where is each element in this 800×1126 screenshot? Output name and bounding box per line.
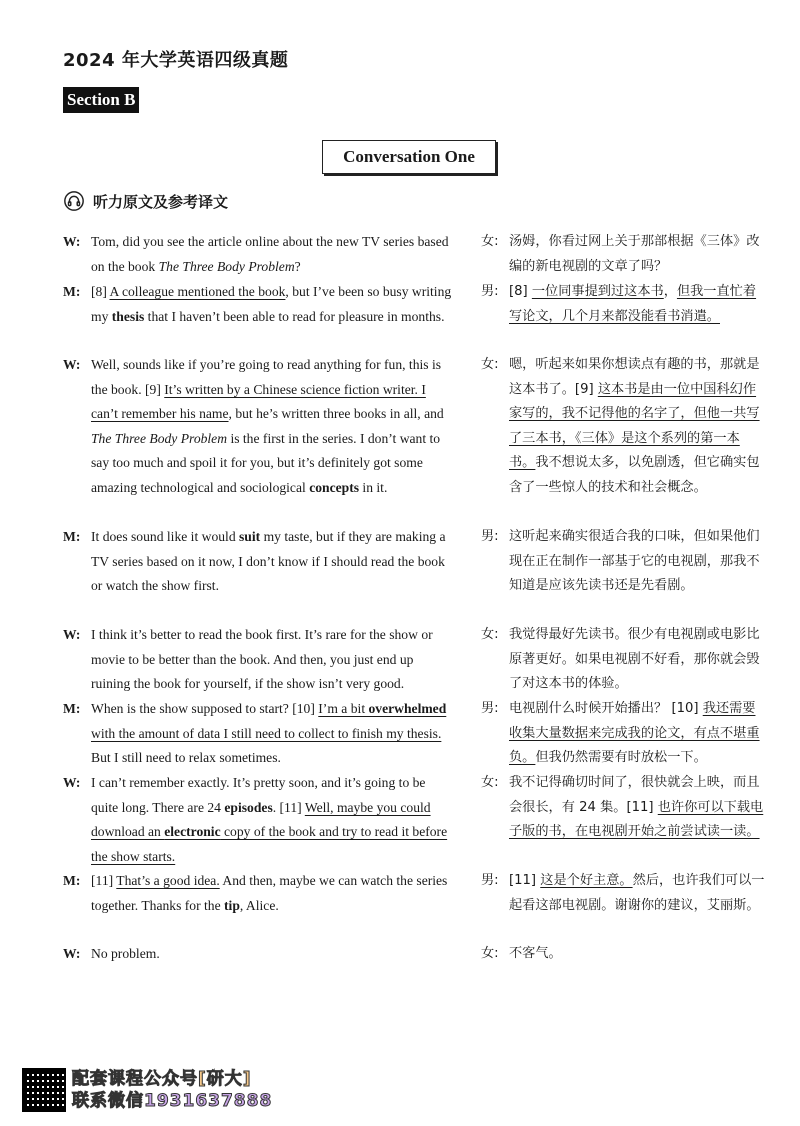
text-segment: But I still need to relax sometimes.: [91, 750, 281, 765]
text-segment: 但我一直忙着写论文，几个月来都没能看书消遣。: [509, 284, 757, 324]
speaker-label: 男:: [481, 701, 499, 716]
text-segment: , Alice.: [239, 897, 279, 913]
text-segment: And then, maybe we can watch the series together. Thanks for the: [91, 873, 448, 913]
speaker-label: 女:: [481, 775, 499, 790]
speaker-label: 女:: [481, 357, 499, 372]
text-segment: A colleague mentioned the book: [109, 284, 286, 299]
text-segment: 电视剧什么时候开始播出？ [10]: [509, 701, 703, 716]
promo-footer: [22, 1068, 272, 1112]
text-segment: episodes: [224, 799, 273, 815]
speaker-label: 女:: [481, 234, 499, 249]
english-line: [63, 869, 455, 918]
chinese-translation: [481, 771, 766, 845]
text-segment: 但我仍然需要有时放松一下。: [535, 750, 707, 765]
utterance-text: [91, 771, 453, 869]
chinese-translation: [481, 942, 766, 967]
text-segment: . [11]: [272, 799, 305, 815]
english-line: [63, 697, 455, 771]
utterance-text: [509, 353, 766, 500]
speaker-label: W:: [63, 234, 81, 249]
utterance-text: [509, 771, 766, 845]
utterance-text: [91, 280, 453, 329]
text-segment: [11]: [91, 873, 117, 888]
chinese-translation: [481, 230, 766, 279]
text-segment: ?: [294, 258, 301, 274]
english-line: [63, 525, 455, 599]
text-segment: 我觉得最好先读书。很少有电视剧或电影比原著更好。如果电视剧不好看，那你就会毁了对这本书的体验。: [509, 627, 760, 691]
speaker-label: W:: [63, 946, 81, 961]
text-segment: 汤姆，你看过网上关于那部根据《三体》改编的新电视剧的文章了吗？: [509, 234, 760, 274]
text-segment: [11]: [509, 873, 541, 888]
speaker-label: M:: [63, 284, 81, 299]
promo-line-2: 联系微信1931637888: [72, 1091, 273, 1111]
text-segment: [8]: [509, 284, 532, 299]
text-segment: Well, sounds like if you’re going to read anything for fun, this is the book. [9]: [91, 357, 442, 397]
conversation-title: Conversation One: [322, 140, 496, 174]
speaker-label: 男:: [481, 284, 499, 299]
english-line: [63, 230, 455, 279]
chinese-translation: [481, 697, 766, 771]
chinese-translation: [481, 525, 766, 599]
section-label: Section B: [63, 87, 139, 113]
text-segment: , but he’s written three books in all, and: [228, 406, 444, 421]
utterance-text: [509, 697, 766, 771]
text-segment: That’s a good idea.: [116, 873, 220, 888]
text-segment: I can’t remember exactly. It’s pretty soon, and it’s going to be quite long. There are 24: [91, 775, 426, 815]
text-segment: 也许你可以下载电子版的书，在电视剧开始之前尝试读一读。: [509, 799, 764, 839]
text-segment: 我不想说太多，以免剧透，但它确实包含了一些惊人的技术和社会概念。: [509, 455, 760, 495]
english-line: [63, 353, 455, 500]
text-segment: 嗯，听起来如果你想读点有趣的书，那就是这本书了。[9]: [509, 357, 760, 397]
text-segment: suit: [239, 529, 261, 544]
speaker-label: M:: [63, 529, 81, 544]
english-line: [63, 942, 455, 967]
utterance-text: [509, 280, 766, 329]
text-segment: I’m a bit: [318, 701, 369, 716]
text-segment: I think it’s better to read the book first. It’s rare for the show or movie to be better than the book. And then, you just end up ruining the book for yourself, if the show isn’t very good.: [91, 627, 433, 691]
page-title: 2024 年大学英语四级真题: [63, 50, 289, 71]
text-segment: 然后，也许我们可以一起看这部电视剧。谢谢你的建议，艾丽斯。: [509, 873, 765, 913]
text-segment: Tom, did you see the article online about the new TV series based on the book: [91, 234, 449, 274]
chinese-translation: [481, 623, 766, 697]
text-segment: with the amount of data I still need to collect to finish my thesis.: [91, 725, 442, 741]
text-segment: It’s written by a Chinese science fiction writer. I can’t remember his name: [91, 381, 426, 421]
english-line: [63, 771, 455, 869]
text-segment: copy of the book and try to read it before the show starts.: [91, 824, 448, 864]
speaker-label: W:: [63, 627, 81, 642]
speaker-label: W:: [63, 357, 81, 372]
utterance-text: [91, 230, 453, 279]
speaker-label: 男:: [481, 873, 499, 888]
utterance-text: [509, 623, 766, 697]
transcript-heading: [63, 190, 228, 212]
text-segment: concepts: [309, 479, 360, 495]
utterance-text: [91, 525, 453, 599]
utterance-text: [509, 942, 766, 967]
speaker-label: 男:: [481, 529, 499, 544]
utterance-text: [509, 869, 766, 918]
qr-code-icon: [22, 1068, 66, 1112]
text-segment: 这本书是由一位中国科幻作家写的，我不记得他的名字了，但他一共写了三本书，《三体》是这个系列的第一本书。: [509, 381, 760, 470]
speaker-label: M:: [63, 701, 81, 716]
text-segment: ，: [663, 284, 677, 299]
chinese-translation: [481, 353, 766, 500]
transcript-heading-label: 听力原文及参考译文: [93, 192, 229, 211]
utterance-text: [91, 623, 453, 697]
text-segment: No problem.: [91, 946, 160, 961]
chinese-translation: [481, 869, 766, 918]
text-segment: 这是个好主意。: [540, 873, 633, 888]
speaker-label: 女:: [481, 946, 499, 961]
text-segment: It does sound like it would: [91, 529, 240, 544]
text-segment: 我不记得确切时间了，很快就会上映，而且会很长，有 24 集。[11]: [509, 775, 760, 815]
text-segment: The Three Body Problem: [91, 430, 228, 446]
text-segment: 一位同事提到过这本书: [531, 284, 664, 299]
english-line: [63, 280, 455, 329]
text-segment: , but I’ve been so busy writing my: [91, 284, 452, 324]
speaker-label: 女:: [481, 627, 499, 642]
text-segment: electronic: [164, 824, 221, 839]
text-segment: in it.: [359, 479, 388, 495]
text-segment: tip: [224, 897, 240, 913]
text-segment: Well, maybe you could download an: [91, 799, 431, 839]
headphone-listening-icon: [63, 190, 85, 212]
text-segment: thesis: [111, 308, 145, 324]
text-segment: [8]: [91, 284, 110, 299]
english-line: [63, 623, 455, 697]
text-segment: 这听起来确实很适合我的口味，但如果他们现在正在制作一部基于它的电视剧，那我不知道是应该先读书还是先看剧。: [509, 529, 760, 593]
text-segment: my taste, but if they are making a TV series based on it now, I don’t know if I should read the book or watch the show first.: [91, 529, 446, 593]
text-segment: 不客气。: [509, 946, 562, 961]
utterance-text: [91, 353, 453, 500]
text-segment: is the first in the series. I don’t want to say too much and spoil it for you, but it’s definitely got some amazing technological and sociological: [91, 430, 441, 495]
text-segment: When is the show supposed to start? [10]: [91, 701, 319, 716]
promo-line-1: 配套课程公众号[研大]: [72, 1069, 252, 1089]
text-segment: that I haven’t been able to read for pleasure in months.: [144, 308, 445, 324]
speaker-label: W:: [63, 775, 81, 790]
text-segment: 我还需要收集大量数据来完成我的论文，有点不堪重负。: [509, 701, 760, 765]
utterance-text: [91, 869, 453, 918]
text-segment: The Three Body Problem: [158, 258, 295, 274]
chinese-translation: [481, 280, 766, 329]
speaker-label: M:: [63, 873, 81, 888]
utterance-text: [91, 942, 453, 967]
utterance-text: [91, 697, 453, 771]
utterance-text: [509, 230, 766, 279]
utterance-text: [509, 525, 766, 599]
text-segment: overwhelmed: [368, 701, 447, 716]
